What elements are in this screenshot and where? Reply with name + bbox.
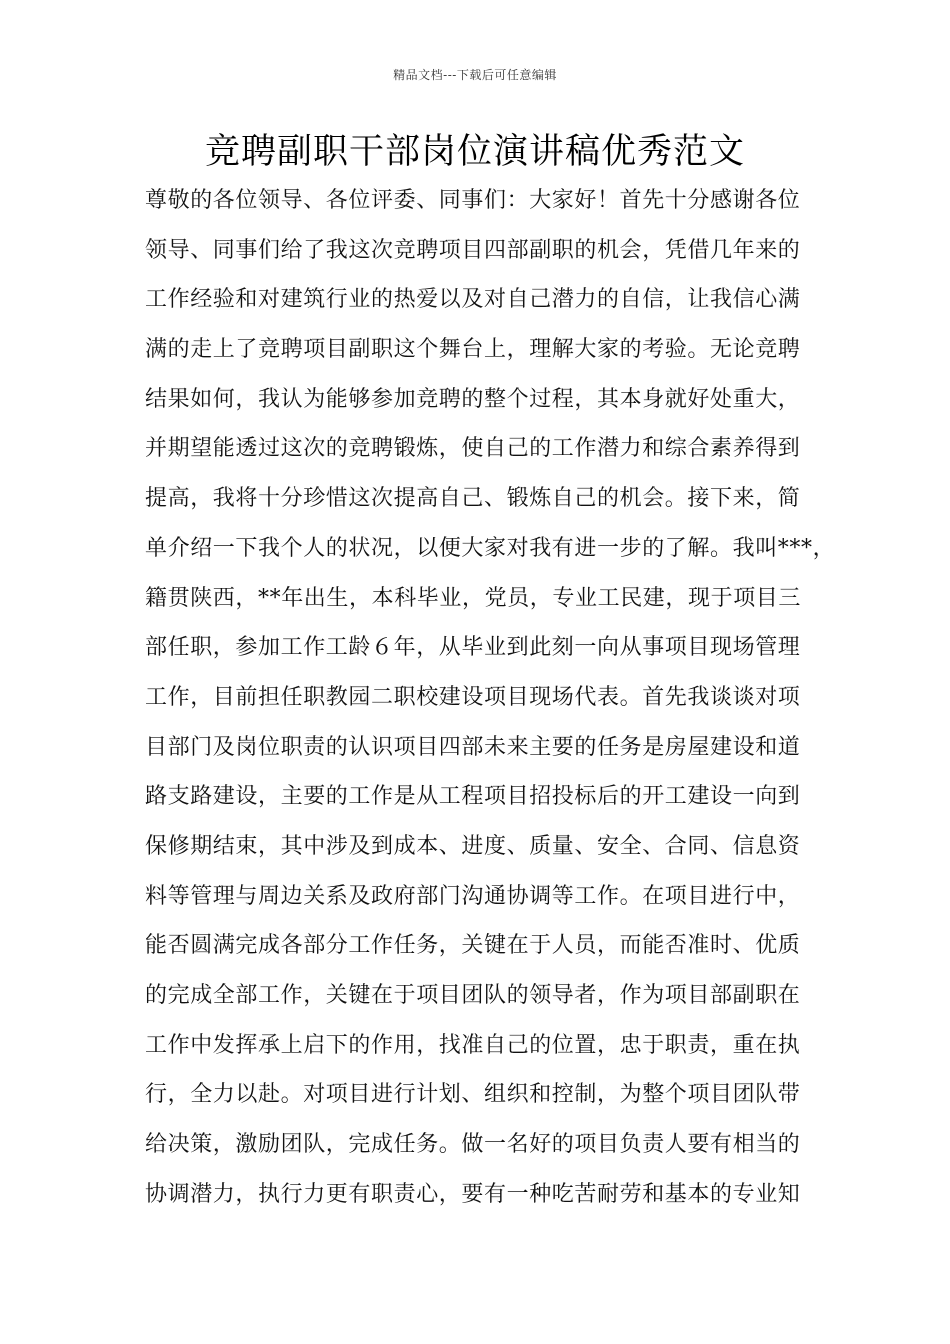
body-line: 满的走上了竞聘项目副职这个舞台上，理解大家的考验。无论竞聘 xyxy=(145,337,801,363)
body-line: 工作中发挥承上启下的作用，找准自己的位置，忠于职责，重在执 xyxy=(145,1032,801,1058)
body-line: 目部门及岗位职责的认识项目四部未来主要的任务是房屋建设和道 xyxy=(145,734,801,760)
body-line: 并期望能透过这次的竞聘锻炼，使自己的工作潜力和综合素养得到 xyxy=(145,436,801,462)
body-line: 行，全力以赴。对项目进行计划、组织和控制，为整个项目团队带 xyxy=(145,1082,801,1108)
watermark-header: 精品文档---下载后可任意编辑 xyxy=(393,68,557,82)
document-body xyxy=(145,176,836,1219)
body-line: 路支路建设，主要的工作是从工程项目招投标后的开工建设一向到 xyxy=(145,784,801,810)
body-line: 单介绍一下我个人的状况，以便大家对我有进一步的了解。我叫***， xyxy=(145,535,836,561)
body-line: 尊敬的各位领导、各位评委、同事们：大家好！首先十分感谢各位 xyxy=(145,188,801,213)
body-line: 领导、同事们给了我这次竞聘项目四部副职的机会，凭借几年来的 xyxy=(145,237,801,263)
body-line: 协调潜力，执行力更有职责心，要有一种吃苦耐劳和基本的专业知 xyxy=(145,1181,801,1207)
body-line: 工作，目前担任职教园二职校建设项目现场代表。首先我谈谈对项 xyxy=(145,684,801,710)
body-line: 保修期结束，其中涉及到成本、进度、质量、安全、合同、信息资 xyxy=(145,833,801,859)
body-line: 提高，我将十分珍惜这次提高自己、锻炼自己的机会。接下来，简 xyxy=(145,486,801,512)
document-title: 竞聘副职干部岗位演讲稿优秀范文 xyxy=(204,132,745,172)
body-line: 的完成全部工作，关键在于项目团队的领导者，作为项目部副职在 xyxy=(145,983,801,1008)
body-line: 部任职，参加工作工龄６年，从毕业到此刻一向从事项目现场管理 xyxy=(145,635,801,661)
body-line: 结果如何，我认为能够参加竞聘的整个过程，其本身就好处重大， xyxy=(145,386,801,412)
body-line: 能否圆满完成各部分工作任务，关键在于人员，而能否准时、优质 xyxy=(145,933,801,959)
body-line: 工作经验和对建筑行业的热爱以及对自己潜力的自信，让我信心满 xyxy=(145,287,801,313)
body-line: 籍贯陕西，**年出生，本科毕业，党员，专业工民建，现于项目三 xyxy=(145,585,802,611)
body-line: 给决策，激励团队，完成任务。做一名好的项目负责人要有相当的 xyxy=(145,1132,801,1158)
body-line: 料等管理与周边关系及政府部门沟通协调等工作。在项目进行中， xyxy=(145,883,801,909)
